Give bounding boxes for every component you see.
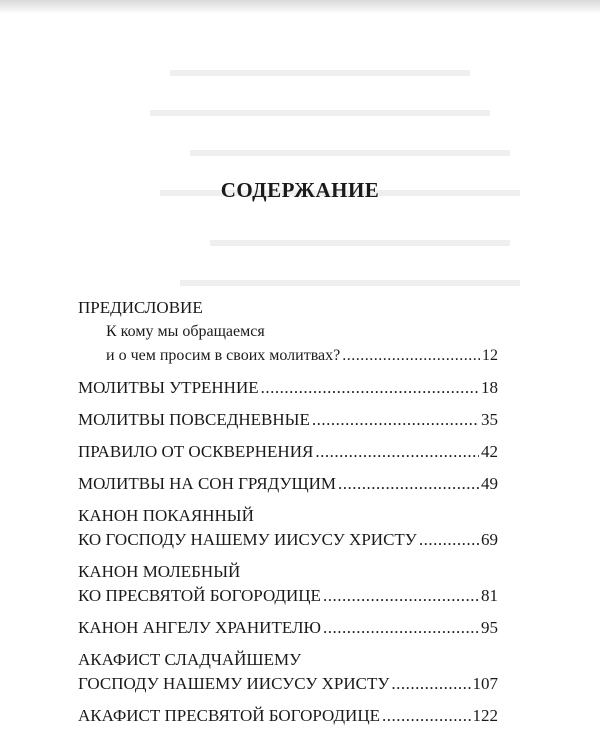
toc-entry[interactable] [78, 616, 498, 640]
dot-leader [391, 672, 470, 696]
dot-leader [315, 440, 479, 464]
page-number: 122 [472, 706, 498, 725]
toc-entry-label: и о чем просим в своих молитвах? [106, 347, 341, 364]
toc-entry[interactable] [78, 440, 498, 464]
page-number: 49 [481, 474, 498, 493]
page-title: СОДЕРЖАНИЕ [220, 178, 380, 202]
page-number: 95 [481, 618, 498, 637]
page-number: 81 [481, 586, 498, 605]
page-number: 12 [482, 347, 498, 364]
toc-entry-label: КАНОН МОЛЕБНЫЙ [78, 562, 241, 581]
page-number: 42 [481, 442, 498, 461]
toc-entry-label: МОЛИТВЫ УТРЕННИЕ [78, 378, 259, 397]
page-number: 18 [481, 378, 498, 397]
toc-entry-label: ПРАВИЛО ОТ ОСКВЕРНЕНИЯ [78, 442, 314, 461]
toc-entry[interactable] [78, 376, 498, 400]
toc-entry-label: КО ГОСПОДУ НАШЕМУ ИИСУСУ ХРИСТУ [78, 530, 417, 549]
toc-entry[interactable] [78, 408, 498, 432]
toc-entry-preface[interactable] [78, 296, 498, 320]
toc-entry[interactable] [78, 504, 498, 552]
toc-entry-label: К кому мы обращаемся [106, 323, 265, 340]
dot-leader [323, 584, 479, 608]
page-number: 35 [481, 410, 498, 429]
toc-entry-label: АКАФИСТ СЛАДЧАЙШЕМУ [78, 650, 302, 669]
dot-leader [338, 472, 479, 496]
dot-leader [419, 528, 479, 552]
page-edge-shadow [0, 0, 600, 14]
toc-entry-label: АКАФИСТ ПРЕСВЯТОЙ БОГОРОДИЦЕ [78, 706, 380, 725]
toc-entry[interactable] [78, 472, 498, 496]
toc-entry-label: ПРЕДИСЛОВИЕ [78, 298, 203, 317]
page-number: 107 [472, 674, 498, 693]
dot-leader [261, 376, 479, 400]
toc-entry-label: МОЛИТВЫ НА СОН ГРЯДУЩИМ [78, 474, 337, 493]
toc-entry[interactable] [78, 704, 498, 728]
toc-entry[interactable] [78, 560, 498, 608]
toc-entry-label: КАНОН АНГЕЛУ ХРАНИТЕЛЮ [78, 618, 321, 637]
dot-leader [342, 344, 480, 368]
toc-entry[interactable] [78, 648, 498, 696]
dot-leader [323, 616, 479, 640]
toc-entry-subsection[interactable] [78, 320, 498, 368]
bleed-through-text [150, 40, 530, 310]
dot-leader [382, 704, 471, 728]
toc-entry-label: КАНОН ПОКАЯННЫЙ [78, 506, 254, 525]
toc-entry-label: КО ПРЕСВЯТОЙ БОГОРОДИЦЕ [78, 586, 321, 605]
dot-leader [312, 408, 479, 432]
page-number: 69 [481, 530, 498, 549]
toc-entry-label: ГОСПОДУ НАШЕМУ ИИСУСУ ХРИСТУ [78, 674, 390, 693]
toc-entry-label: МОЛИТВЫ ПОВСЕДНЕВНЫЕ [78, 410, 310, 429]
table-of-contents [78, 296, 498, 728]
